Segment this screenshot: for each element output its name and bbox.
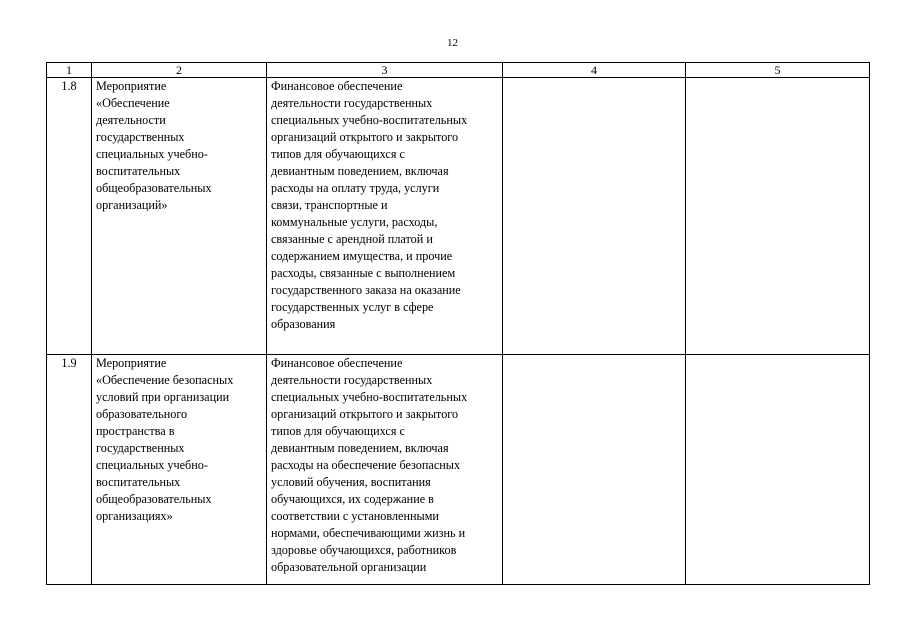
text-line: образовательной организации [271,560,427,574]
text-line: «Обеспечение безопасных [96,373,234,387]
text-line: общеобразовательных [96,181,212,195]
text-line: здоровье обучающихся, работников [271,543,457,557]
text-line: Финансовое обеспечение [271,356,403,370]
text-line: организаций открытого и закрытого [271,130,459,144]
measure-name [92,355,267,585]
text-line: связанные с арендной платой и [271,232,433,246]
text-line: государственного заказа на оказание [271,283,461,297]
text-line: связи, транспортные и [271,198,388,212]
text-line: условий обучения, воспитания [271,475,431,489]
column-header: 4 [503,63,686,78]
measure-description [267,78,503,355]
text-line: организаций открытого и закрытого [271,407,459,421]
text-line: коммунальные услуги, расходы, [271,215,438,229]
measure-description [267,355,503,585]
text-line: воспитательных [96,475,181,489]
text-line: деятельности государственных [271,373,433,387]
text-line: образовательного [96,407,188,421]
text-line: девиантным поведением, включая [271,164,449,178]
text-line: соответствии с установленными [271,509,439,523]
text-line: образования [271,317,336,331]
text-line: условий при организации [96,390,230,404]
text-line: «Обеспечение [96,96,170,110]
text-line: расходы на оплату труда, услуги [271,181,440,195]
column-header: 2 [92,63,267,78]
text-line: деятельности [96,113,166,127]
text-line: специальных учебно-воспитательных [271,113,468,127]
text-line: пространства в [96,424,175,438]
text-line: расходы, связанные с выполнением [271,266,456,280]
text-line: расходы на обеспечение безопасных [271,458,461,472]
text-line: типов для обучающихся с [271,147,405,161]
table-row [47,78,870,355]
text-line: девиантным поведением, включая [271,441,449,455]
text-line: типов для обучающихся с [271,424,405,438]
column-header: 1 [47,63,92,78]
text-line: общеобразовательных [96,492,212,506]
row-number: 1.9 [47,355,92,585]
table-row [47,355,870,585]
page-number: 12 [447,37,458,49]
text-line: содержанием имущества, и прочие [271,249,453,263]
column-4-cell [503,78,686,355]
text-line: специальных учебно-воспитательных [271,390,468,404]
text-line: организациях» [96,509,173,523]
measures-table [46,62,870,585]
text-line: нормами, обеспечивающими жизнь и [271,526,466,540]
table-header-row [47,63,870,78]
column-header: 5 [686,63,870,78]
column-header: 3 [267,63,503,78]
text-line: государственных [96,130,185,144]
measure-name [92,78,267,355]
text-line: государственных услуг в сфере [271,300,434,314]
row-number: 1.8 [47,78,92,355]
text-line: Мероприятие [96,79,167,93]
text-line: специальных учебно- [96,147,208,161]
text-line: воспитательных [96,164,181,178]
column-4-cell [503,355,686,585]
text-line: Финансовое обеспечение [271,79,403,93]
text-line: специальных учебно- [96,458,208,472]
column-5-cell [686,355,870,585]
text-line: государственных [96,441,185,455]
text-line: организаций» [96,198,168,212]
column-5-cell [686,78,870,355]
text-line: обучающихся, их содержание в [271,492,434,506]
text-line: Мероприятие [96,356,167,370]
text-line: деятельности государственных [271,96,433,110]
